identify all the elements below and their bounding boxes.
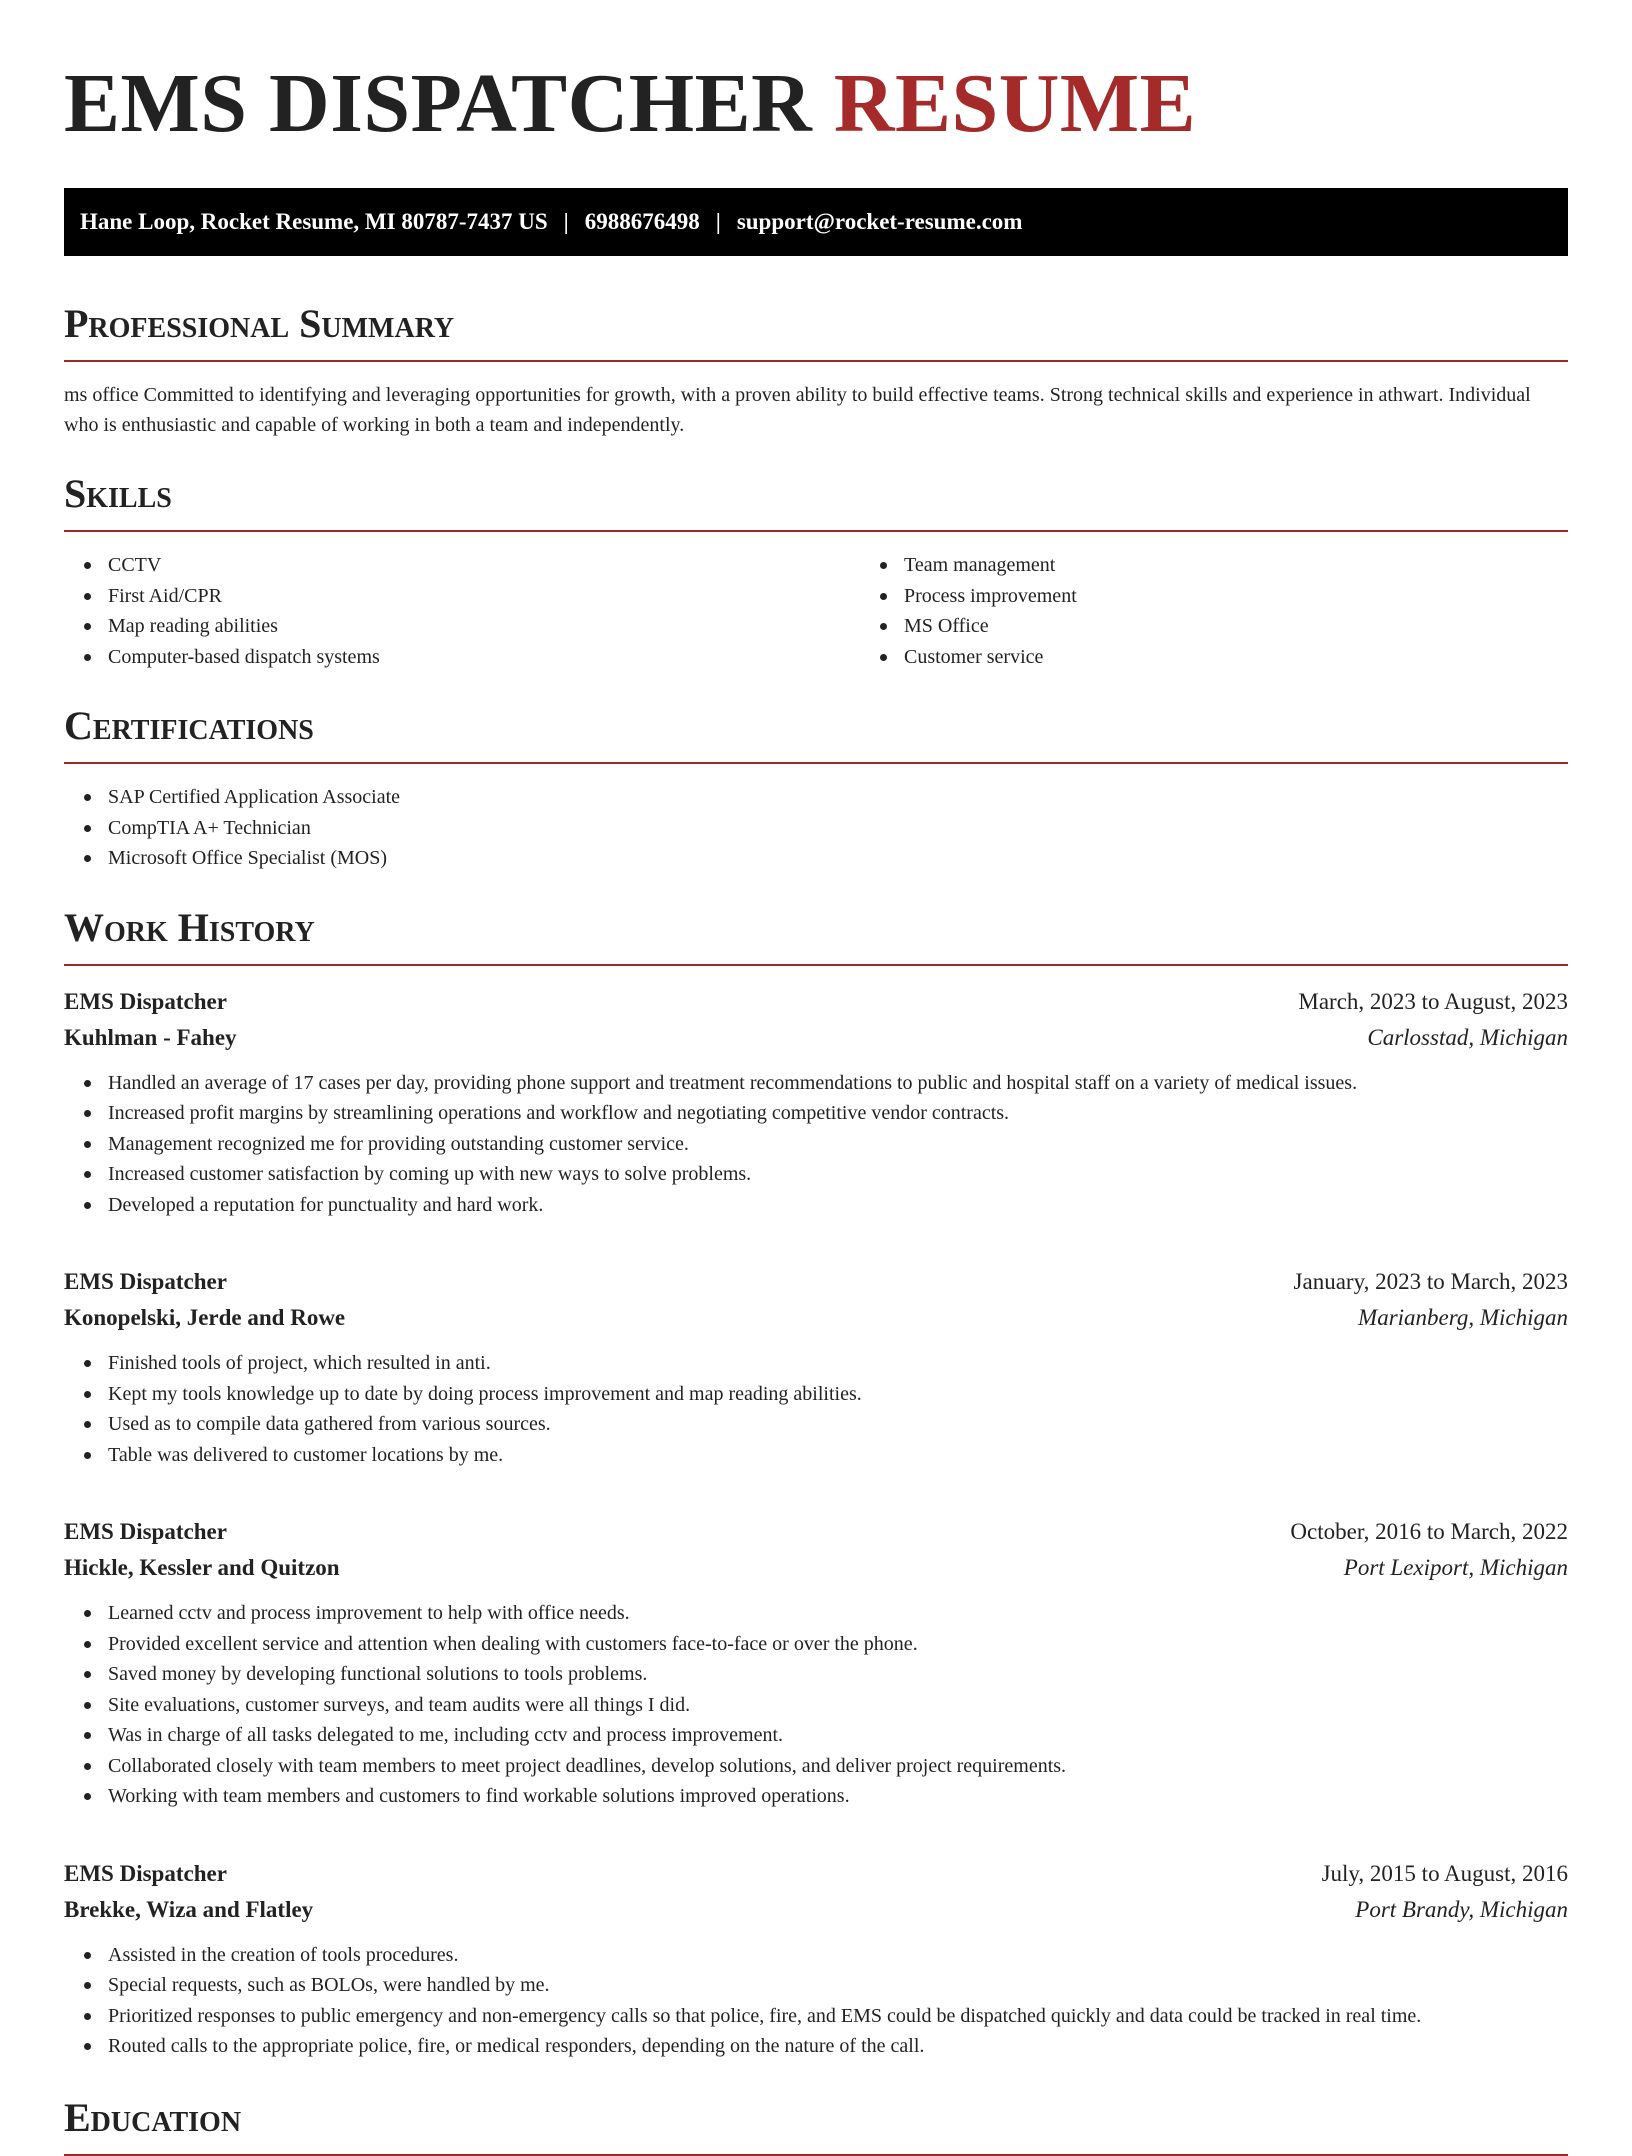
job-bullets — [64, 1068, 1568, 1221]
job-bullet: Collaborated closely with team members to meet project deadlines, develop solutions, and deliver project requirements. — [108, 1751, 1568, 1782]
job-bullet: Assisted in the creation of tools procedures. — [108, 1940, 1568, 1971]
skills-section — [64, 470, 1568, 672]
skill-item: Customer service — [904, 642, 1632, 673]
job-bullet: Handled an average of 17 cases per day, providing phone support and treatment recommendations to public and hospital staff on a variety of medical issues. — [108, 1068, 1568, 1099]
certifications-section — [64, 702, 1568, 874]
job-bullet: Saved money by developing functional solutions to tools problems. — [108, 1659, 1568, 1690]
section-heading-summary: Professional Summary — [64, 300, 1568, 362]
education-section — [64, 2094, 1568, 2156]
job-location: Marianberg, Michigan — [1358, 1305, 1568, 1330]
job-title: EMS Dispatcher — [64, 988, 227, 1014]
job-dates: January, 2023 to March, 2023 — [1293, 1269, 1568, 1294]
job-bullet: Increased customer satisfaction by coming up with new ways to solve problems. — [108, 1159, 1568, 1190]
job-bullet: Management recognized me for providing outstanding customer service. — [108, 1129, 1568, 1160]
job-bullet: Used as to compile data gathered from various sources. — [108, 1409, 1568, 1440]
job-bullet: Table was delivered to customer locations by me. — [108, 1440, 1568, 1471]
job-entry — [64, 1514, 1568, 1812]
job-entry — [64, 984, 1568, 1221]
job-bullets — [64, 1348, 1568, 1470]
job-title: EMS Dispatcher — [64, 1519, 227, 1544]
title-accent: RESUME — [833, 57, 1197, 150]
job-bullet: Kept my tools knowledge up to date by doing process improvement and map reading abilities. — [108, 1379, 1568, 1410]
skills-grid — [64, 532, 1568, 672]
job-header-row — [64, 984, 1568, 1020]
job-bullet: Learned cctv and process improvement to help with office needs. — [108, 1598, 1568, 1629]
professional-summary-section — [64, 300, 1568, 440]
certification-item: SAP Certified Application Associate — [108, 782, 1568, 813]
summary-text: ms office Committed to identifying and leveraging opportunities for growth, with a proven ability to build effective teams. Strong technical skills and experience in athwart. Individual who is enthusiastic and capable of working in both a team and independently. — [64, 384, 1531, 436]
job-bullet: Prioritized responses to public emergency and non-emergency calls so that police, fire, and EMS could be dispatched quickly and data could be tracked in real time. — [108, 2001, 1568, 2032]
job-location: Carlosstad, Michigan — [1367, 1024, 1568, 1050]
job-entry — [64, 1856, 1568, 2062]
job-entry — [64, 1264, 1568, 1470]
job-location: Port Lexiport, Michigan — [1343, 1555, 1568, 1580]
contact-email: support@rocket-resume.com — [736, 209, 1023, 234]
job-bullets — [64, 1940, 1568, 2062]
job-company: Hickle, Kessler and Quitzon — [64, 1555, 340, 1580]
skills-list-left — [64, 550, 860, 672]
certification-item: CompTIA A+ Technician — [108, 813, 1568, 844]
job-title: EMS Dispatcher — [64, 1860, 227, 1886]
certification-item: Microsoft Office Specialist (MOS) — [108, 843, 1568, 874]
skill-item: Map reading abilities — [108, 611, 860, 642]
job-bullet: Was in charge of all tasks delegated to me, including cctv and process improvement. — [108, 1720, 1568, 1751]
job-header-row — [64, 1264, 1568, 1300]
job-company: Brekke, Wiza and Flatley — [64, 1896, 314, 1922]
title-main: EMS DISPATCHER — [64, 57, 813, 150]
skill-item: Computer-based dispatch systems — [108, 642, 860, 673]
section-heading-certifications: Certifications — [64, 702, 1568, 764]
job-title: EMS Dispatcher — [64, 1269, 227, 1294]
skill-item: Team management — [904, 550, 1632, 581]
job-bullet: Developed a reputation for punctuality and hard work. — [108, 1190, 1568, 1221]
job-dates: July, 2015 to August, 2016 — [1321, 1860, 1568, 1886]
skills-list-right — [860, 550, 1632, 672]
resume-title — [64, 0, 1568, 152]
job-company-row — [64, 1550, 1568, 1586]
job-bullet: Site evaluations, customer surveys, and team audits were all things I did. — [108, 1690, 1568, 1721]
job-bullets — [64, 1598, 1568, 1812]
section-heading-work-history: Work History — [64, 904, 1568, 966]
job-bullet: Working with team members and customers to find workable solutions improved operations. — [108, 1781, 1568, 1812]
job-company: Kuhlman - Fahey — [64, 1024, 237, 1050]
skill-item: Process improvement — [904, 581, 1632, 612]
job-company: Konopelski, Jerde and Rowe — [64, 1305, 346, 1330]
job-bullet: Finished tools of project, which resulted in anti. — [108, 1348, 1568, 1379]
job-bullet: Routed calls to the appropriate police, fire, or medical responders, depending on the nature of the call. — [108, 2031, 1568, 2062]
contact-separator: | — [563, 209, 569, 234]
job-company-row — [64, 1020, 1568, 1056]
job-company-row — [64, 1892, 1568, 1928]
skill-item: First Aid/CPR — [108, 581, 860, 612]
work-history-section — [64, 904, 1568, 2062]
contact-bar — [64, 188, 1568, 256]
job-company-row — [64, 1300, 1568, 1336]
job-dates: October, 2016 to March, 2022 — [1290, 1519, 1568, 1544]
skill-item: CCTV — [108, 550, 860, 581]
job-header-row — [64, 1514, 1568, 1550]
job-dates: March, 2023 to August, 2023 — [1298, 988, 1568, 1014]
job-bullet: Increased profit margins by streamlining operations and workflow and negotiating competitive vendor contracts. — [108, 1098, 1568, 1129]
contact-phone: 6988676498 — [584, 209, 700, 234]
job-bullet: Provided excellent service and attention when dealing with customers face-to-face or over the phone. — [108, 1629, 1568, 1660]
contact-separator: | — [715, 209, 721, 234]
job-location: Port Brandy, Michigan — [1355, 1896, 1568, 1922]
section-heading-skills: Skills — [64, 470, 1568, 532]
skill-item: MS Office — [904, 611, 1632, 642]
job-bullet: Special requests, such as BOLOs, were handled by me. — [108, 1970, 1568, 2001]
certifications-list — [64, 782, 1568, 874]
job-header-row — [64, 1856, 1568, 1892]
contact-address: Hane Loop, Rocket Resume, MI 80787-7437 US — [80, 209, 548, 234]
section-heading-education: Education — [64, 2094, 1568, 2156]
